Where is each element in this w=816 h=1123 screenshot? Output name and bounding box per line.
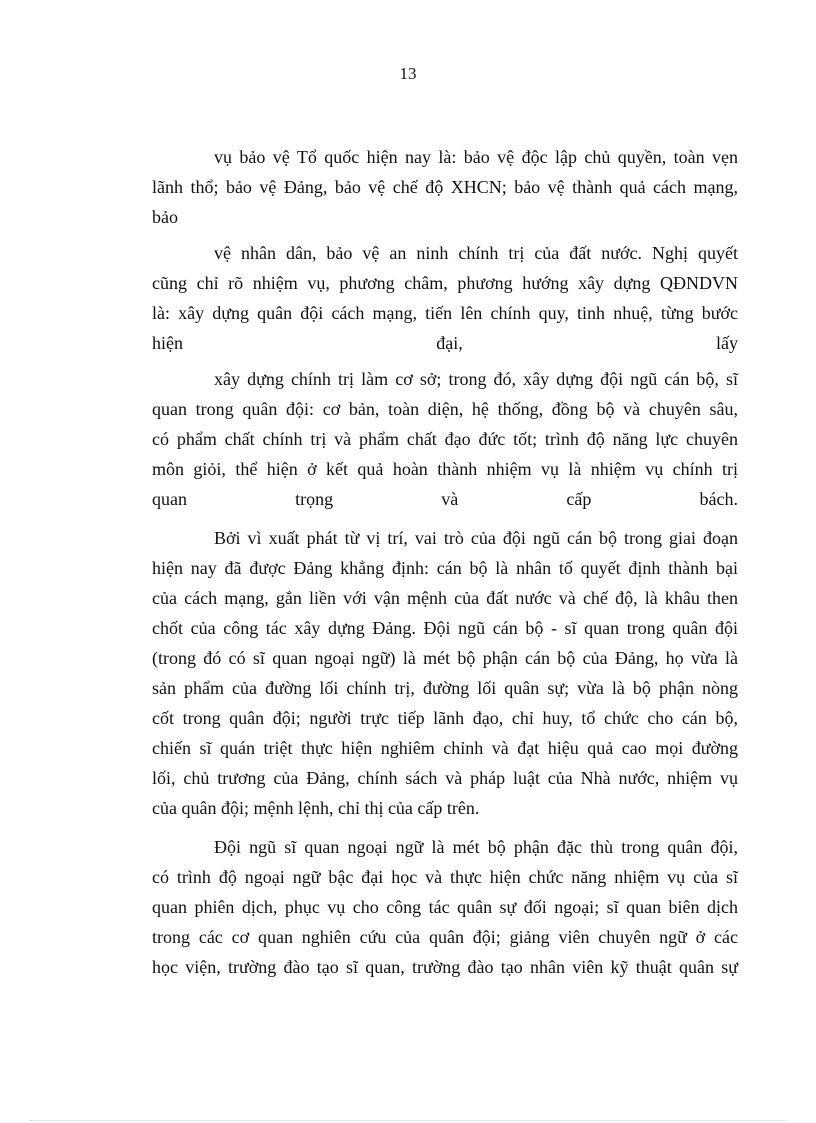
text-line: cũng chỉ rõ nhiệm vụ, phương châm, phương hướng xây dựng QĐNDVN (152, 273, 738, 293)
text-line: lối, chủ trương của Đảng, chính sách và pháp luật của Nhà nước, nhiệm vụ (152, 768, 738, 788)
text-line: sản phẩm của đường lối chính trị, đường lối quân sự; vừa là bộ phận nòng (152, 678, 738, 698)
text-line: của cách mạng, gắn liền với vận mệnh của đất nước và chế độ, là khâu then (152, 588, 738, 608)
text-line: bảo (152, 207, 178, 227)
text-line: chốt của công tác xây dựng Đảng. Đội ngũ cán bộ - sĩ quan trong quân đội (152, 618, 738, 638)
text-line: (trong đó có sĩ quan ngoại ngữ) là mét bộ phận cán bộ của Đảng, họ vừa là (152, 648, 738, 668)
text-line: trong các cơ quan nghiên cứu của quân đội; giảng viên chuyên ngữ ở các (152, 927, 738, 947)
text-line: Bởi vì xuất phát từ vị trí, vai trò của đội ngũ cán bộ trong giai đoạn (214, 528, 738, 548)
text-line: môn giỏi, thể hiện ở kết quả hoàn thành nhiệm vụ là nhiệm vụ chính trị (152, 459, 738, 479)
text-line: vụ bảo vệ Tổ quốc hiện nay là: bảo vệ độc lập chủ quyền, toàn vẹn (214, 147, 738, 167)
body-text (152, 142, 738, 982)
text-line: chiến sĩ quán triệt thực hiện nghiêm chỉnh và đạt hiệu quả cao mọi đường (152, 738, 738, 758)
text-line: lãnh thổ; bảo vệ Đảng, bảo vệ chế độ XHCN; bảo vệ thành quả cách mạng, (152, 177, 738, 197)
text-line: quan trọng và cấp bách. (152, 489, 738, 509)
text-line: có phẩm chất chính trị và phẩm chất đạo đức tốt; trình độ năng lực chuyên (152, 429, 738, 449)
page-bottom-rule (30, 1120, 786, 1121)
text-line: hiện nay đã được Đảng khẳng định: cán bộ là nhân tố quyết định thành bại (152, 558, 738, 578)
text-line: quan phiên dịch, phục vụ cho công tác quân sự đối ngoại; sĩ quan biên dịch (152, 897, 738, 917)
text-line: của quân đội; mệnh lệnh, chỉ thị của cấp trên. (152, 798, 480, 818)
page-number: 13 (399, 64, 417, 83)
text-line: là: xây dựng quân đội cách mạng, tiến lên chính quy, tinh nhuệ, từng bước (152, 303, 738, 323)
text-line: quan trong quân đội: cơ bản, toàn diện, hệ thống, đồng bộ và chuyên sâu, (152, 399, 738, 419)
text-line: học viện, trường đào tạo sĩ quan, trường đào tạo nhân viên kỹ thuật quân sự (152, 957, 738, 977)
text-line: hiện đại, lấy (152, 333, 738, 353)
text-line: cốt trong quân đội; người trực tiếp lãnh đạo, chỉ huy, tổ chức cho cán bộ, (152, 708, 738, 728)
text-line: Đội ngũ sĩ quan ngoại ngữ là mét bộ phận đặc thù trong quân đội, (214, 837, 738, 857)
text-line: vệ nhân dân, bảo vệ an ninh chính trị của đất nước. Nghị quyết (214, 243, 738, 263)
text-line: xây dựng chính trị làm cơ sở; trong đó, xây dựng đội ngũ cán bộ, sĩ (214, 369, 738, 389)
text-line: có trình độ ngoại ngữ bậc đại học và thực hiện chức năng nhiệm vụ của sĩ (152, 867, 738, 887)
